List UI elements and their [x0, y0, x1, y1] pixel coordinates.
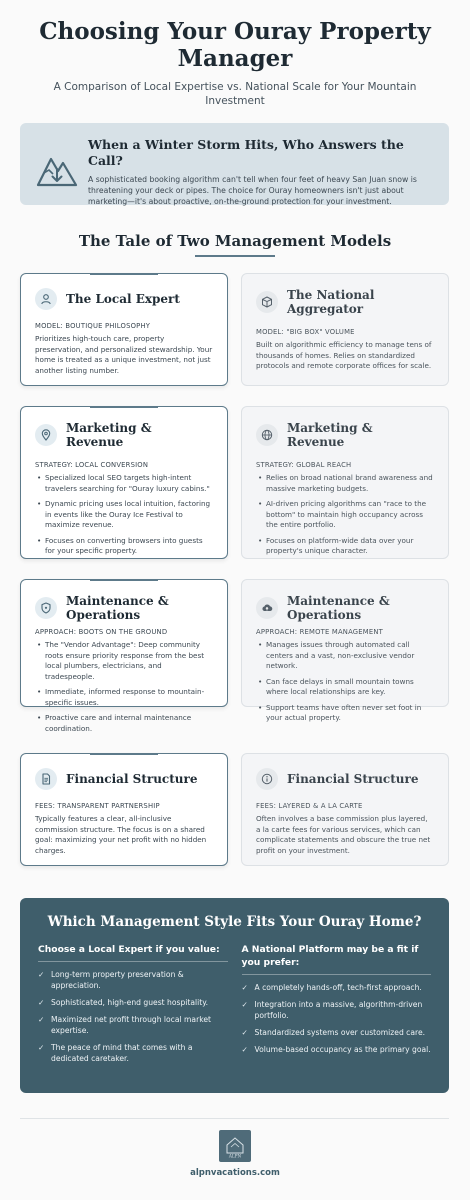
house-logo-icon [221, 1132, 249, 1160]
list-item: • Focuses on converting browsers into guests for your specific property. [37, 535, 203, 555]
card-local-marketing [20, 406, 228, 559]
bullet-list [256, 473, 434, 557]
page-title: Choosing Your Ouray Property Manager [39, 18, 431, 72]
check-icon: ✓ [38, 1015, 45, 1024]
card-label: MODEL: BOUTIQUE PHILOSOPHY [35, 322, 151, 330]
list-item: ✓ Long-term property preservation & appreciation. [38, 970, 184, 990]
decision-title: Which Management Style Fits Your Ouray Home? [47, 914, 422, 930]
map-pin-icon [35, 424, 57, 446]
list-item: ✓ The peace of mind that comes with a dedicated caretaker. [38, 1043, 193, 1063]
list-item: ✓ A completely hands-off, tech-first approach. [241, 983, 422, 992]
check-icon: ✓ [38, 998, 45, 1007]
card-local-financial [20, 753, 228, 866]
storm-callout [20, 123, 449, 205]
card-national-model [241, 273, 449, 386]
storm-title: When a Winter Storm Hits, Who Answers the Call? [88, 137, 404, 168]
footer-url-link[interactable]: alpnvacations.com [190, 1168, 280, 1178]
storm-body: A sophisticated booking algorithm can't tell when four feet of heavy San Juan snow is threatening your deck or pipes. The choice for Ouray homeowners isn't just about marketing—it's about proactive, on-the-ground protection for your investment. [88, 175, 417, 206]
mountain-down-arrow-icon [34, 147, 80, 193]
bullet-list [35, 473, 213, 557]
card-title: The Local Expert [66, 292, 180, 306]
list-item: ✓ Maximized net profit through local market expertise. [38, 1015, 211, 1035]
section-title: The Tale of Two Management Models [78, 232, 392, 250]
card-label: MODEL: "BIG BOX" VOLUME [256, 328, 355, 336]
card-title: Financial Structure [66, 772, 198, 786]
shield-icon [35, 597, 57, 619]
national-criteria [242, 943, 432, 1070]
cloud-upload-icon [256, 597, 278, 619]
list-item: • The "Vendor Advantage": Deep community roots ensure priority response from the best local plumbers, electricians, and tradespeople. [37, 640, 205, 681]
card-accent-bar [90, 753, 158, 755]
card-label: APPROACH: BOOTS ON THE GROUND [35, 628, 168, 636]
document-icon [35, 768, 57, 790]
check-icon: ✓ [241, 1028, 248, 1037]
list-item: • Dynamic pricing uses local intuition, factoring in events like the Ouray Ice Festival to maximize revenue. [37, 499, 211, 529]
list-item: • Proactive care and internal maintenance coordination. [37, 713, 192, 733]
user-icon [35, 288, 57, 310]
list-item: • AI-driven pricing algorithms can "race to the bottom" to maintain high occupancy across the entire portfolio. [258, 499, 427, 529]
card-title: The National Aggregator [287, 288, 375, 316]
list-item: ✓ Standardized systems over customized care. [241, 1028, 426, 1037]
card-national-marketing [241, 406, 449, 559]
card-body: Built on algorithmic efficiency to manage tens of thousands of homes. Relies on standardized protocols and remote corporate offices for scale. [256, 340, 432, 370]
card-label: APPROACH: REMOTE MANAGEMENT [256, 628, 383, 636]
card-body: Typically features a clear, all-inclusive commission structure. The focus is on a shared goal: maximizing your net profit with no hidden charges. [35, 814, 207, 855]
check-icon: ✓ [38, 970, 45, 979]
svg-text:ALPN: ALPN [228, 1153, 242, 1159]
check-icon: ✓ [241, 983, 248, 992]
page-subtitle: A Comparison of Local Expertise vs. National Scale for Your Mountain Investment [53, 81, 417, 107]
decision-panel [20, 898, 449, 1093]
card-title: Financial Structure [287, 772, 419, 786]
card-local-maintenance [20, 579, 228, 733]
list-item: ✓ Integration into a massive, algorithm-driven portfolio. [241, 1000, 423, 1020]
card-local-model [20, 273, 228, 386]
card-national-maintenance [241, 579, 449, 722]
card-label: STRATEGY: GLOBAL REACH [256, 461, 352, 469]
check-icon: ✓ [241, 1045, 248, 1054]
list-item: • Support teams have often never set foot in your actual property. [258, 702, 422, 722]
list-item: ✓ Sophisticated, high-end guest hospitality. [38, 998, 209, 1007]
card-title: Marketing & Revenue [287, 421, 373, 449]
globe-icon [256, 424, 278, 446]
bullet-list [35, 640, 213, 734]
box-icon [256, 291, 278, 313]
header [0, 0, 470, 108]
info-icon [256, 768, 278, 790]
national-criteria-heading: A National Platform may be a fit if you prefer: [242, 943, 432, 975]
list-item: • Relies on broad national brand awareness and massive marketing budgets. [258, 473, 433, 493]
check-icon: ✓ [241, 1000, 248, 1009]
check-icon: ✓ [38, 1043, 45, 1052]
card-title: Marketing & Revenue [66, 421, 152, 449]
list-item: • Immediate, informed response to mountain-specific issues. [37, 687, 205, 707]
footer-divider [20, 1118, 449, 1119]
card-label: FEES: LAYERED & A LA CARTE [256, 802, 363, 810]
card-accent-bar [90, 273, 158, 275]
section-divider [195, 255, 275, 257]
card-national-financial [241, 753, 449, 866]
bullet-list [256, 640, 434, 724]
card-label: STRATEGY: LOCAL CONVERSION [35, 461, 149, 469]
card-title: Maintenance & Operations [66, 594, 169, 622]
list-item: • Manages issues through automated call centers and a vast, non-exclusive vendor network. [258, 640, 415, 670]
card-accent-bar [90, 406, 158, 408]
brand-logo[interactable] [219, 1130, 251, 1162]
list-item: ✓ Volume-based occupancy as the primary goal. [241, 1045, 431, 1054]
local-criteria [38, 943, 228, 1070]
list-item: • Can face delays in small mountain towns where local relationships are key. [258, 676, 414, 696]
card-body: Prioritizes high-touch care, property preservation, and personalized stewardship. Your home is treated as a unique investment, not just another listing number. [35, 334, 213, 375]
card-body: Often involves a base commission plus layered, a la carte fees for various services, which can complicate statements and obscure the true net profit on your investment. [256, 814, 431, 855]
local-criteria-heading: Choose a Local Expert if you value: [38, 943, 228, 962]
list-item: • Specialized local SEO targets high-intent travelers searching for "Ouray luxury cabins." [37, 473, 210, 493]
card-title: Maintenance & Operations [287, 594, 390, 622]
card-label: FEES: TRANSPARENT PARTNERSHIP [35, 802, 160, 810]
list-item: • Focuses on platform-wide data over your property's unique character. [258, 535, 414, 555]
card-accent-bar [90, 579, 158, 581]
